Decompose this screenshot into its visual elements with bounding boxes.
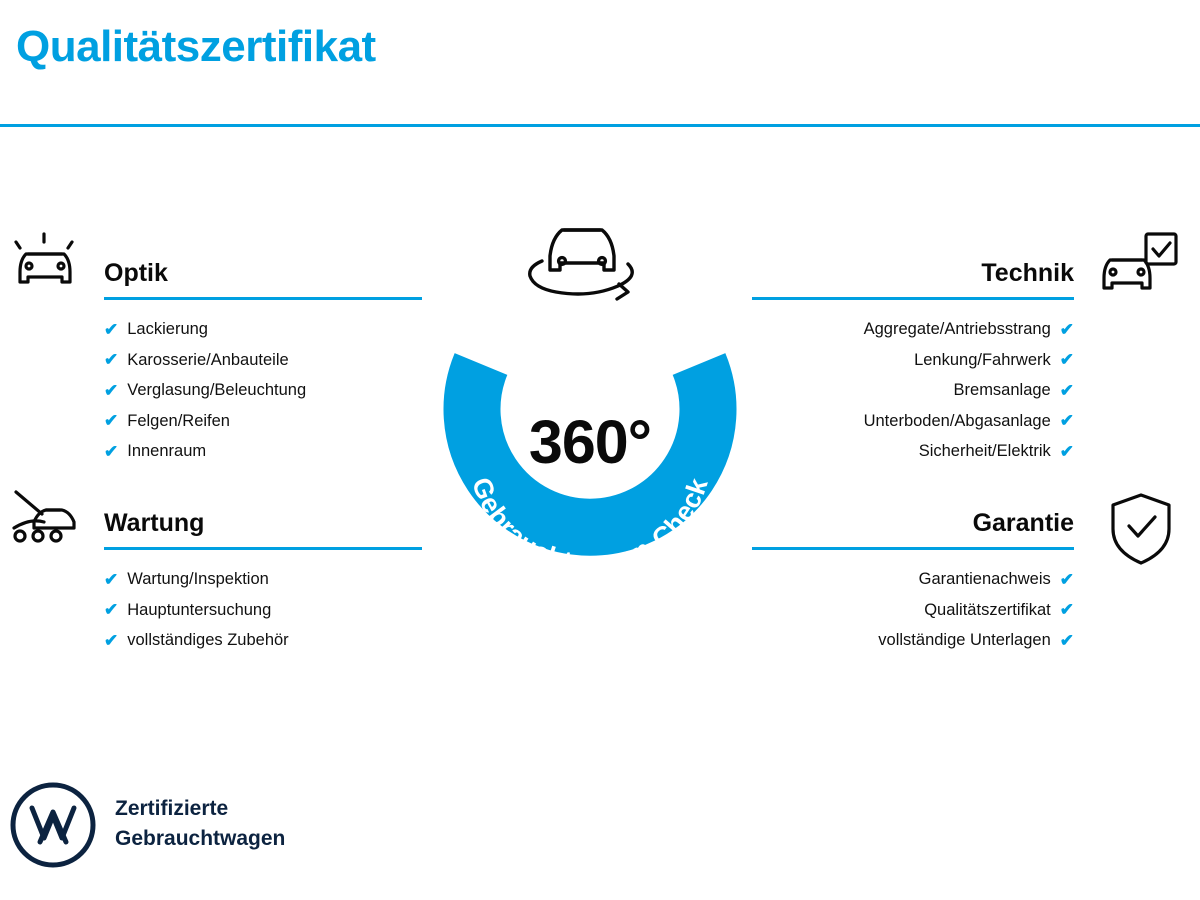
car-lift-service-icon: [8, 478, 94, 569]
check-icon: ✔: [104, 319, 119, 339]
list-item-label: Hauptuntersuchung: [127, 600, 272, 619]
check-icon: ✔: [104, 441, 119, 461]
gebrauchtwagen-check-badge: [412, 206, 768, 596]
check-icon: ✔: [1059, 319, 1074, 339]
shield-check-icon: [1106, 490, 1176, 573]
list-item: [752, 375, 1074, 406]
list-item: [104, 314, 422, 345]
section-garantie: [752, 508, 1074, 656]
check-icon: ✔: [1059, 411, 1074, 431]
section-title-optik: Optik: [104, 259, 168, 287]
section-divider: [104, 547, 422, 550]
vw-logo-icon: [10, 782, 96, 873]
check-icon: ✔: [1059, 600, 1074, 620]
list-item-label: Lackierung: [127, 320, 208, 338]
check-icon: ✔: [104, 569, 119, 589]
degrees-label: 360°: [528, 408, 652, 476]
section-divider: [752, 297, 1074, 300]
list-item: [104, 564, 422, 595]
title-divider: [0, 124, 1200, 127]
list-item-label: Bremsanlage: [953, 381, 1051, 399]
list-item: [752, 625, 1074, 656]
list-item-label: Felgen/Reifen: [127, 411, 230, 430]
check-icon: ✔: [104, 600, 119, 620]
brand-line-2: Gebrauchtwagen: [115, 827, 286, 850]
list-item: [752, 406, 1074, 437]
list-item-label: vollständige Unterlagen: [878, 631, 1051, 649]
section-title-garantie: Garantie: [972, 509, 1074, 537]
section-header: [104, 508, 422, 550]
section-divider: [104, 297, 422, 300]
list-item-label: Unterboden/Abgasanlage: [863, 411, 1051, 430]
section-title-technik: Technik: [981, 259, 1074, 287]
check-ring: [440, 292, 740, 592]
list-item-label: vollständiges Zubehör: [127, 631, 289, 649]
check-icon: ✔: [1059, 630, 1074, 650]
check-icon: ✔: [1059, 380, 1074, 400]
section-optik: [104, 258, 422, 467]
list-item: [104, 406, 422, 437]
section-header: [752, 258, 1074, 300]
checklist-garantie: [752, 564, 1074, 656]
check-icon: ✔: [1059, 350, 1074, 370]
list-item: [752, 564, 1074, 595]
car-front-shine-icon: [8, 222, 94, 313]
section-header: [104, 258, 422, 300]
list-item: [104, 595, 422, 626]
list-item-label: Karosserie/Anbauteile: [127, 350, 289, 369]
check-icon: ✔: [104, 630, 119, 650]
list-item-label: Garantienachweis: [918, 570, 1051, 588]
list-item-label: Verglasung/Beleuchtung: [127, 381, 307, 399]
list-item-label: Sicherheit/Elektrik: [918, 442, 1051, 460]
check-icon: ✔: [104, 350, 119, 370]
brand-line-1: Zertifizierte: [115, 797, 229, 820]
list-item: [104, 375, 422, 406]
check-icon: ✔: [1059, 441, 1074, 461]
list-item-label: Aggregate/Antriebsstrang: [863, 320, 1051, 338]
list-item-label: Lenkung/Fahrwerk: [914, 350, 1051, 369]
check-icon: ✔: [1059, 569, 1074, 589]
ring-arc-label: Gebrauchtwagen-Check: [466, 473, 714, 579]
section-header: [752, 508, 1074, 550]
list-item: [752, 314, 1074, 345]
list-item: [752, 595, 1074, 626]
list-item: [752, 436, 1074, 467]
list-item: [104, 625, 422, 656]
list-item: [104, 436, 422, 467]
checklist-optik: [104, 314, 422, 467]
list-item: [752, 345, 1074, 376]
brand-lockup: [10, 780, 430, 870]
list-item: [104, 345, 422, 376]
list-item-label: Qualitätszertifikat: [924, 600, 1051, 619]
check-icon: ✔: [104, 411, 119, 431]
section-technik: [752, 258, 1074, 467]
checklist-wartung: [104, 564, 422, 656]
checklist-technik: [752, 314, 1074, 467]
section-wartung: [104, 508, 422, 656]
check-icon: ✔: [104, 380, 119, 400]
brand-text: [115, 794, 285, 854]
list-item-label: Innenraum: [127, 442, 207, 460]
list-item-label: Wartung/Inspektion: [127, 570, 269, 588]
section-divider: [752, 547, 1074, 550]
section-title-wartung: Wartung: [104, 509, 205, 537]
page-title: Qualitätszertifikat: [16, 22, 376, 71]
car-checklist-icon: [1098, 226, 1184, 317]
